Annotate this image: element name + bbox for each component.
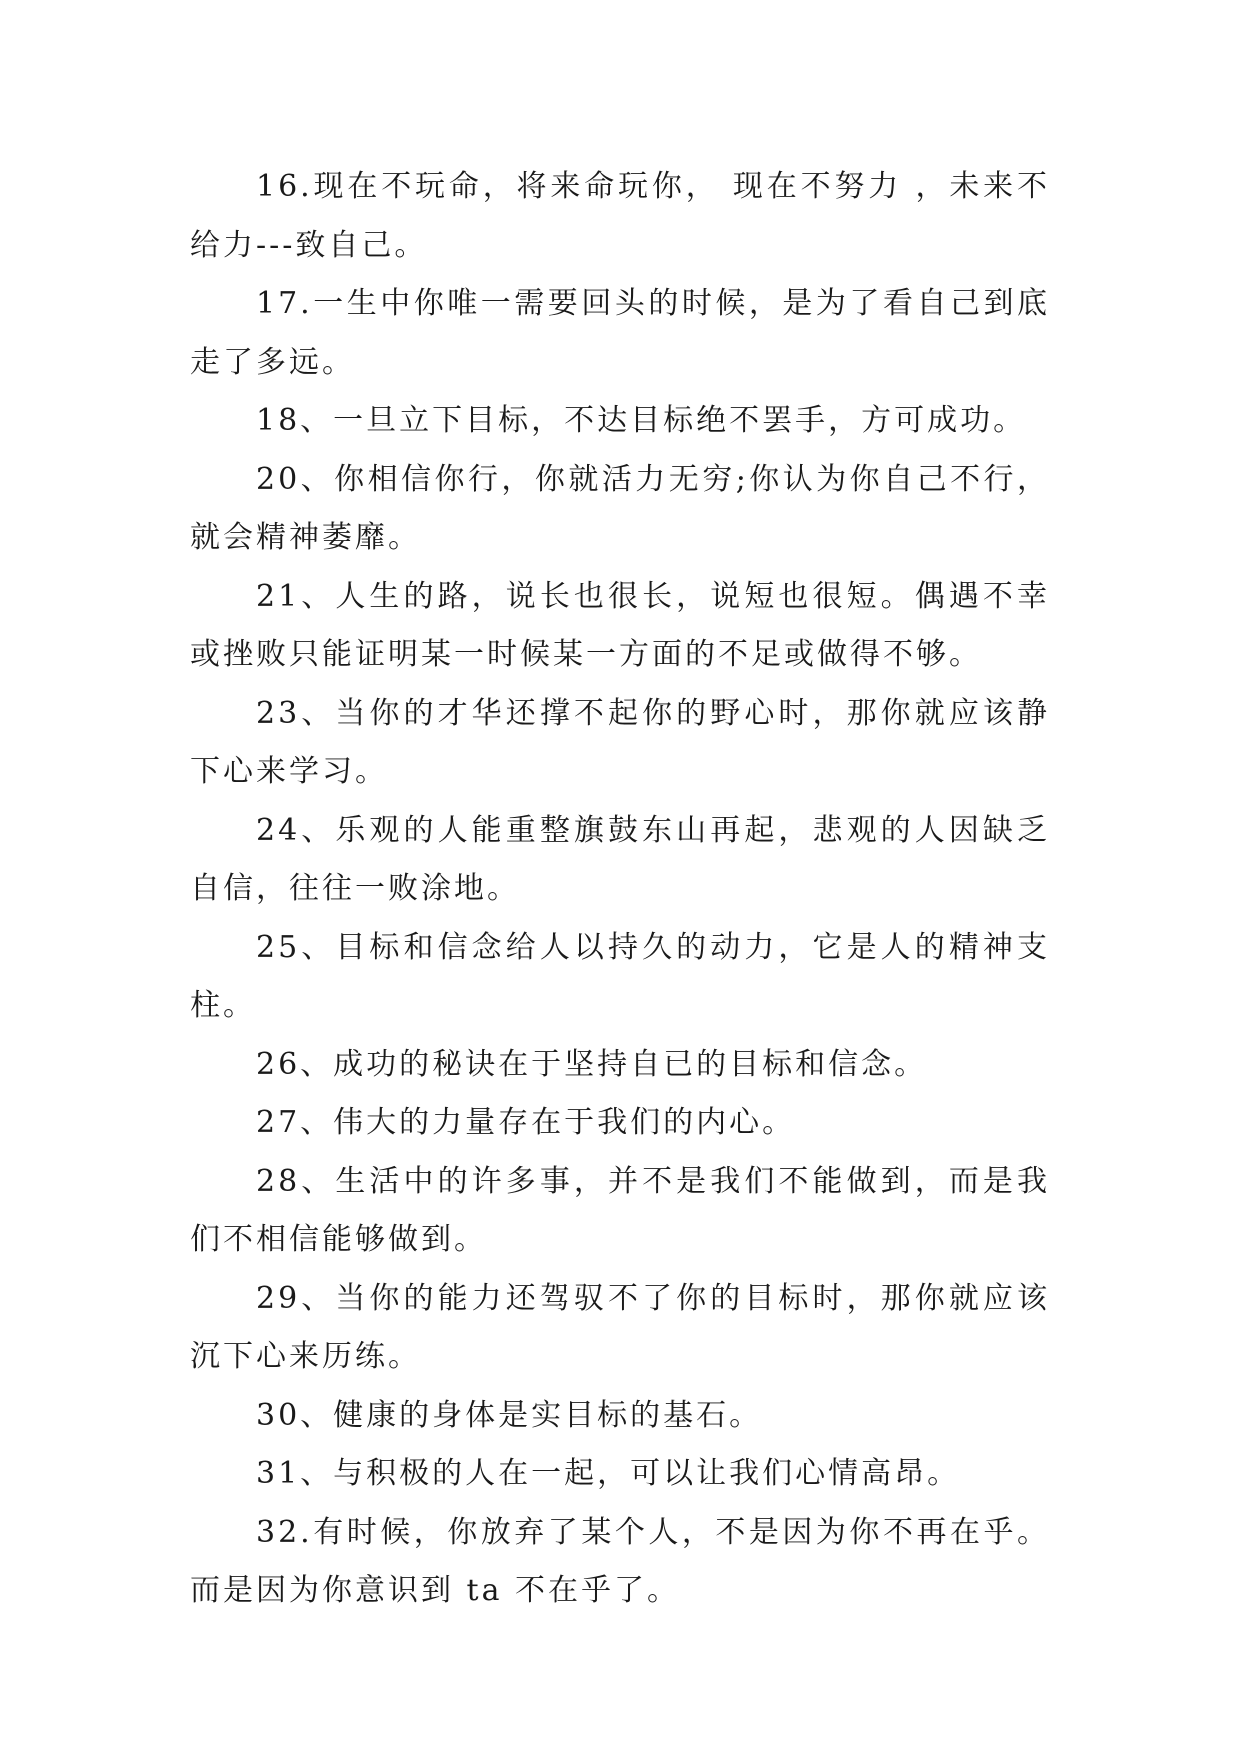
paragraph-18: 18、一旦立下目标，不达目标绝不罢手，方可成功。 xyxy=(256,403,1027,438)
document-body xyxy=(190,158,1050,1621)
paragraph-28: 28、生活中的许多事，并不是我们不能做到，而是我们不相信能够做到。 xyxy=(190,1163,1050,1257)
paragraph-29: 29、当你的能力还驾驭不了你的目标时，那你就应该沉下心来历练。 xyxy=(190,1280,1050,1374)
paragraph-25: 25、目标和信念给人以持久的动力，它是人的精神支柱。 xyxy=(190,929,1050,1023)
paragraph-31: 31、与积极的人在一起，可以让我们心情高昂。 xyxy=(256,1456,961,1491)
paragraph-30: 30、健康的身体是实目标的基石。 xyxy=(256,1397,763,1433)
paragraph-20: 20、你相信你行，你就活力无穷;你认为你自己不行，就会精神萎靡。 xyxy=(190,461,1050,555)
paragraph-24: 24、乐观的人能重整旗鼓东山再起，悲观的人因缺乏自信，往往一败涂地。 xyxy=(190,812,1050,906)
paragraph-23: 23、当你的才华还撑不起你的野心时，那你就应该静下心来学习。 xyxy=(190,695,1050,789)
paragraph-27: 27、伟大的力量存在于我们的内心。 xyxy=(256,1105,796,1140)
paragraph-26: 26、成功的秘诀在于坚持自已的目标和信念。 xyxy=(256,1046,928,1082)
paragraph-17: 17.一生中你唯一需要回头的时候，是为了看自己到底走了多远。 xyxy=(190,286,1050,380)
paragraph-16: 16.现在不玩命，将来命玩你， 现在不努力 ，未来不给力---致自己。 xyxy=(190,169,1050,263)
paragraph-32: 32.有时候，你放弃了某个人，不是因为你不再在乎。而是因为你意识到 ta 不在乎了。 xyxy=(190,1514,1050,1608)
paragraph-21: 21、人生的路，说长也很长，说短也很短。偶遇不幸或挫败只能证明某一时候某一方面的不足或做得不够。 xyxy=(190,578,1050,672)
